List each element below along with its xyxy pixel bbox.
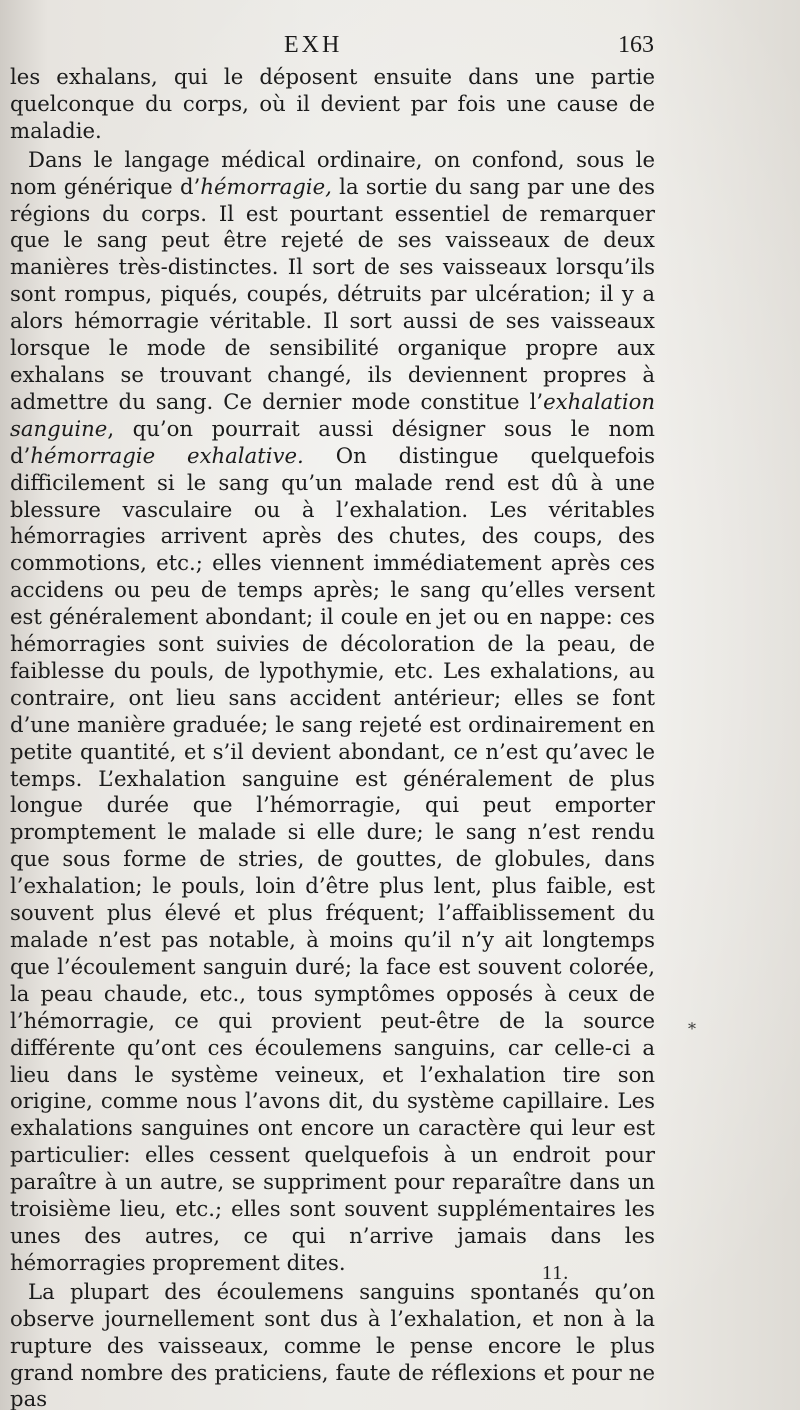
signature-mark: 11. — [542, 1262, 570, 1284]
text-run: Dans le langage médical ordinaire, on confond, sous le nom générique d’ — [10, 146, 655, 199]
text-run: les exhalans, qui le déposent ensuite dans une partie quelconque du corps, où il devient par fois une cause de maladie. — [10, 64, 655, 143]
body-text — [10, 64, 655, 1410]
paragraph-spontaneous-bleeding — [10, 1279, 655, 1410]
text-run: la sortie du sang par une des régions du corps. Il est pourtant essentiel de remarquer que le sang peut être rejeté de ses vaisseaux de deux manières très-distinctes. Il sort de ses vaisseaux lorsqu’ils sont rompus, piqués, coupés, détruits par ulcération; il y a alors hémorragie véritable. Il sort aussi de ses vaisseaux lorsque le mode de sensibilité organique propre aux exhalans se trouvant changé, ils deviennent propres à admettre du sang. Ce dernier mode constitue l’ — [10, 173, 655, 414]
ink-speck-mark: ⁎ — [688, 1014, 696, 1033]
text-run: La plupart des écoulemens sanguins spontanés qu’on observe journellement sont dus à l’exhalation, et non à la rupture des vaisseaux, comme le pense encore le plus grand nombre des praticiens, faute de réflexions et pour ne pas — [10, 1278, 655, 1410]
italic-term: hémorragie exhalative. — [30, 442, 304, 468]
running-head-title: EXH — [284, 32, 343, 58]
italic-term: hémorragie, — [200, 173, 332, 199]
text-run: , qu’on pourrait aussi désigner sous le nom d’ — [10, 415, 655, 468]
paragraph-continuation — [10, 64, 655, 145]
running-head — [0, 30, 800, 60]
italic-term: exhalation sanguine — [10, 388, 655, 441]
text-run: On distingue quelquefois difficilement si le sang qu’un malade rend est dû à une blessure vasculaire ou à l’exhalation. Les véritables hémorragies arrivent après des chutes, des coups, des commotions, etc.; elles viennent immédiatement après ces accidens ou peu de temps après; le sang qu’elles versent est généralement abondant; il coule en jet ou en nappe: ces hémorragies sont suivies de décoloration de la peau, de faiblesse du pouls, de lypothymie, etc. Les exhalations, au contraire, ont lieu sans accident antérieur; elles se font d’une manière graduée; le sang rejeté est ordinairement en petite quantité, et s’il devient abondant, ce n’est qu’avec le temps. L’exhalation sanguine est généralement de plus longue durée que l’hémorragie, qui peut emporter promptement le malade si elle dure; le sang n’est rendu que sous forme de stries, de gouttes, de globules, dans l’exhalation; le pouls, loin d’être plus lent, plus faible, est souvent plus élevé et plus fréquent; l’affaiblissement du malade n’est pas notable, à moins qu’il n’y ait longtemps que l’écoulement sanguin duré; la face est souvent colorée, la peau chaude, etc., tous symptômes opposés à ceux de l’hémorragie, ce qui provient peut-être de la source différente qu’ont ces écoulemens sanguins, car celle-ci a lieu dans le système veineux, et l’exhalation tire son origine, comme nous l’avons dit, du système capillaire. Les exhalations sanguines ont encore un caractère qui leur est particulier: elles cessent quelquefois à un endroit pour paraître à un autre, se suppriment pour reparaître dans un troisième lieu, etc.; elles sont souvent supplémentaires les unes des autres, ce qui n’arrive jamais dans les hémorragies proprement dites. — [10, 442, 655, 1275]
paragraph-hemorrhage-definition — [10, 147, 655, 1277]
page-number: 163 — [618, 32, 654, 58]
